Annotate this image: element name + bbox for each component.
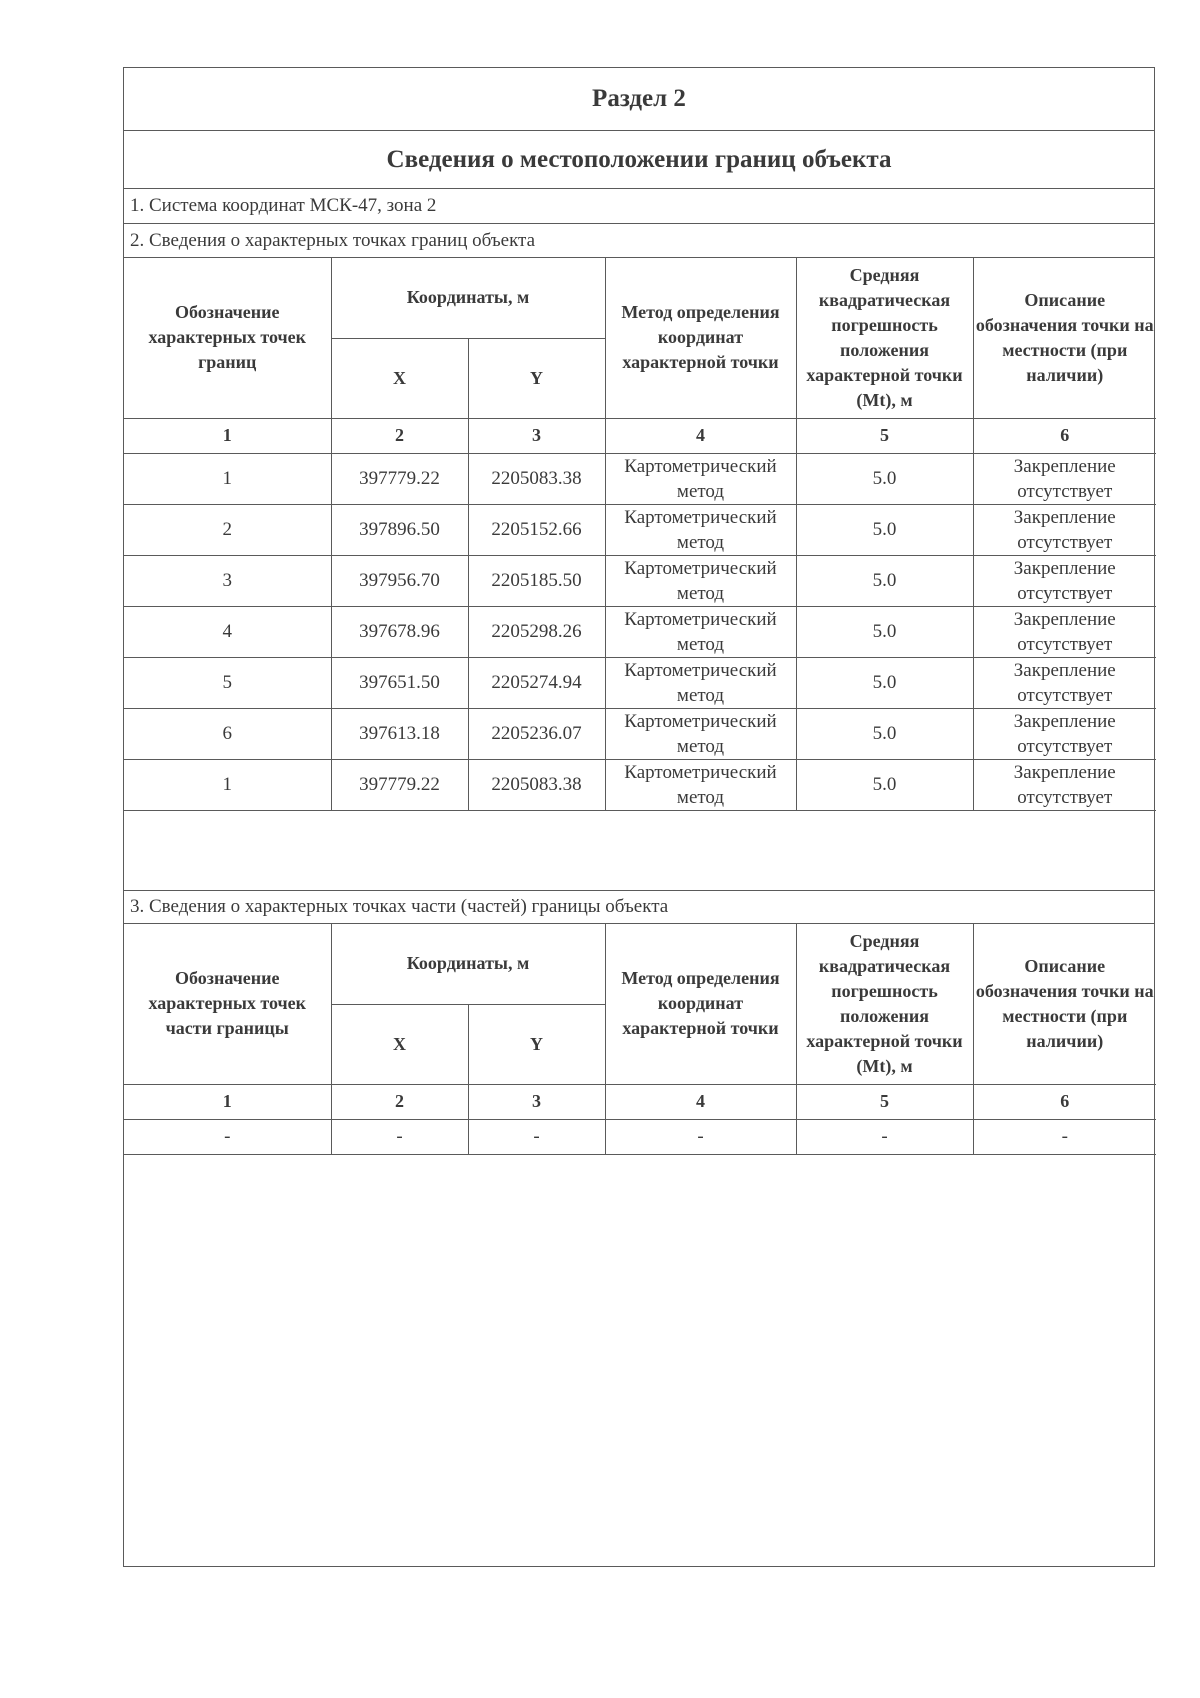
boundary-points-table [124, 258, 1156, 811]
point-description: Закрепление отсутствует [973, 708, 1156, 759]
column-number: 1 [124, 1084, 331, 1119]
column-number: 6 [973, 418, 1156, 453]
coord-y: 2205236.07 [468, 708, 605, 759]
blank-area [124, 1155, 1154, 1565]
header-point-designation: Обозначение характерных точек части границы [124, 924, 331, 1084]
point-id: 1 [124, 759, 331, 810]
coord-x: 397651.50 [331, 657, 468, 708]
coord-x: 397613.18 [331, 708, 468, 759]
document-frame [123, 67, 1155, 1567]
header-y: Y [468, 338, 605, 418]
point-description: Закрепление отсутствует [973, 504, 1156, 555]
table-row [124, 1119, 1156, 1154]
column-number: 3 [468, 418, 605, 453]
mean-error: 5.0 [796, 606, 973, 657]
table-row [124, 657, 1156, 708]
point-id: 5 [124, 657, 331, 708]
point-id: 2 [124, 504, 331, 555]
mean-error: 5.0 [796, 453, 973, 504]
header-method: Метод определения координат характерной точки [605, 258, 796, 418]
coordinate-system-line: 1. Система координат МСК-47, зона 2 [124, 189, 1154, 224]
column-number: 2 [331, 1084, 468, 1119]
table-row [124, 708, 1156, 759]
coord-x: 397678.96 [331, 606, 468, 657]
coord-x: 397779.22 [331, 759, 468, 810]
coord-y: 2205083.38 [468, 759, 605, 810]
coord-y: 2205298.26 [468, 606, 605, 657]
empty-cell: - [468, 1119, 605, 1154]
mean-error: 5.0 [796, 759, 973, 810]
empty-cell: - [605, 1119, 796, 1154]
header-y: Y [468, 1004, 605, 1084]
header-x: X [331, 1004, 468, 1084]
point-description: Закрепление отсутствует [973, 657, 1156, 708]
point-description: Закрепление отсутствует [973, 606, 1156, 657]
table-row [124, 504, 1156, 555]
header-description: Описание обозначения точки на местности (при наличии) [973, 258, 1156, 418]
table-row [124, 606, 1156, 657]
empty-cell: - [796, 1119, 973, 1154]
point-description: Закрепление отсутствует [973, 453, 1156, 504]
table2-caption: 3. Сведения о характерных точках части (частей) границы объекта [124, 890, 1154, 924]
column-number: 1 [124, 418, 331, 453]
mean-error: 5.0 [796, 657, 973, 708]
column-number: 4 [605, 418, 796, 453]
header-description: Описание обозначения точки на местности (при наличии) [973, 924, 1156, 1084]
column-number: 6 [973, 1084, 1156, 1119]
method: Картометрический метод [605, 708, 796, 759]
column-number: 5 [796, 1084, 973, 1119]
coord-y: 2205083.38 [468, 453, 605, 504]
method: Картометрический метод [605, 657, 796, 708]
header-method: Метод определения координат характерной точки [605, 924, 796, 1084]
method: Картометрический метод [605, 504, 796, 555]
mean-error: 5.0 [796, 555, 973, 606]
coord-y: 2205274.94 [468, 657, 605, 708]
table-row [124, 555, 1156, 606]
column-number: 3 [468, 1084, 605, 1119]
coord-x: 397956.70 [331, 555, 468, 606]
column-number: 5 [796, 418, 973, 453]
mean-error: 5.0 [796, 504, 973, 555]
method: Картометрический метод [605, 759, 796, 810]
point-description: Закрепление отсутствует [973, 555, 1156, 606]
header-mean-error: Средняя квадратическая погрешность положения характерной точки (Mt), м [796, 924, 973, 1084]
header-coordinates: Координаты, м [331, 258, 605, 338]
point-id: 4 [124, 606, 331, 657]
empty-cell: - [124, 1119, 331, 1154]
column-number: 2 [331, 418, 468, 453]
table1-caption: 2. Сведения о характерных точках границ объекта [124, 224, 1154, 258]
column-number: 4 [605, 1084, 796, 1119]
column-numbers-row [124, 1084, 1156, 1119]
part-boundary-points-table [124, 924, 1156, 1155]
header-mean-error: Средняя квадратическая погрешность положения характерной точки (Mt), м [796, 258, 973, 418]
column-numbers-row [124, 418, 1156, 453]
point-description: Закрепление отсутствует [973, 759, 1156, 810]
method: Картометрический метод [605, 606, 796, 657]
header-coordinates: Координаты, м [331, 924, 605, 1004]
coord-x: 397779.22 [331, 453, 468, 504]
point-id: 6 [124, 708, 331, 759]
method: Картометрический метод [605, 453, 796, 504]
coord-x: 397896.50 [331, 504, 468, 555]
empty-cell: - [973, 1119, 1156, 1154]
header-x: X [331, 338, 468, 418]
header-point-designation: Обозначение характерных точек границ [124, 258, 331, 418]
method: Картометрический метод [605, 555, 796, 606]
point-id: 1 [124, 453, 331, 504]
coord-y: 2205185.50 [468, 555, 605, 606]
table-row [124, 453, 1156, 504]
point-id: 3 [124, 555, 331, 606]
table-row [124, 759, 1156, 810]
mean-error: 5.0 [796, 708, 973, 759]
block-title: Сведения о местоположении границ объекта [124, 131, 1154, 189]
coord-y: 2205152.66 [468, 504, 605, 555]
section-title: Раздел 2 [124, 68, 1154, 131]
empty-cell: - [331, 1119, 468, 1154]
